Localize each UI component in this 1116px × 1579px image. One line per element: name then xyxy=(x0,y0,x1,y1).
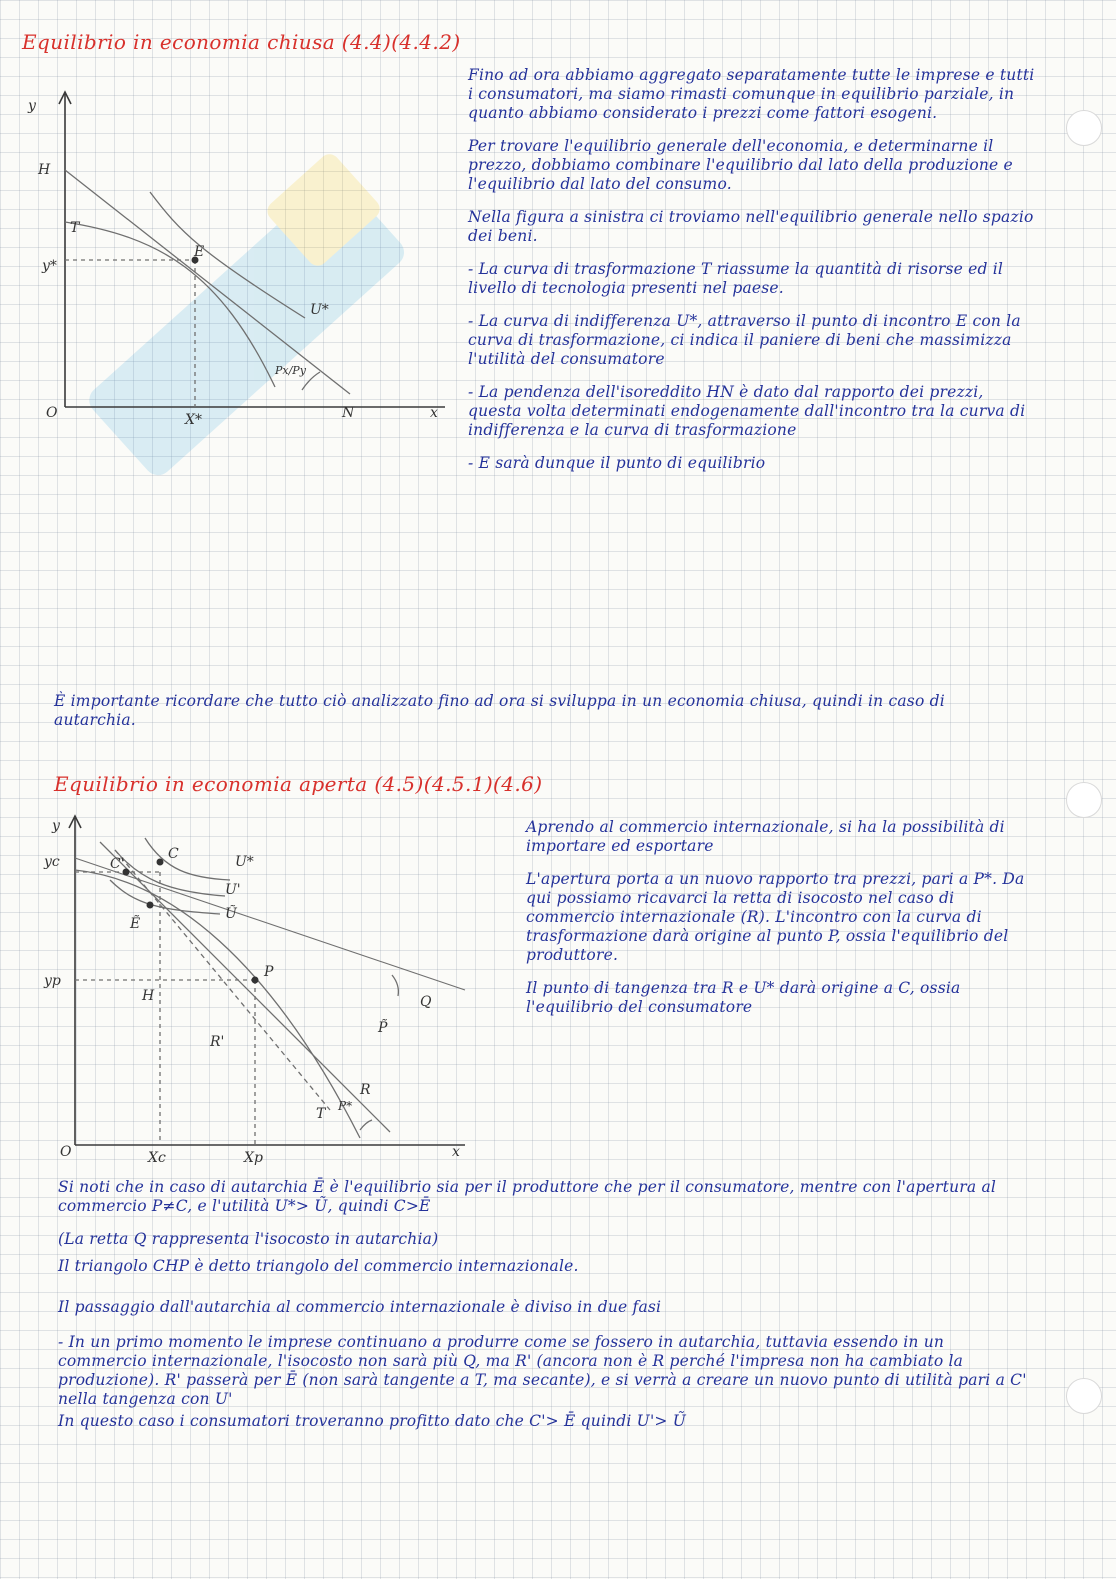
chart1-label-xstar: X* xyxy=(185,412,202,428)
punch-hole-bottom xyxy=(1066,1378,1102,1414)
section-1-closing: È importante ricordare che tutto ciò analizzato fino ad ora si sviluppa in un economia chiusa, quindi in caso di autarchia. xyxy=(54,692,945,729)
chart2-label-U-tilde: Ũ xyxy=(225,906,237,922)
section-2-paragraph: L'apertura porta a un nuovo rapporto tra prezzi, pari a P*. Da qui possiamo ricavarci la retta di isocosto nel caso di commercio internazionale (R). L'incontro con la curva di trasformazione darà origine al punto P, ossia l'equilibrio del produttore. xyxy=(526,870,1025,964)
chart2-label-y: y xyxy=(52,818,60,834)
section-1-bullet: - La curva di trasformazione T riassume la quantità di risorse ed il livello di tecnologia presenti nel paese. xyxy=(468,260,1004,297)
chart2-label-E-tilde: Ẽ xyxy=(130,916,141,932)
chart2-transformation-curve-T xyxy=(75,870,360,1138)
chart2-angle-arc-R xyxy=(360,1120,372,1130)
chart1-label-N: N xyxy=(342,405,355,421)
chart2-label-R: R xyxy=(360,1082,371,1098)
section-2-title: Equilibrio in economia aperta (4.5)(4.5.1)(4.6) xyxy=(54,772,543,796)
chart2-angle-arc-Q xyxy=(392,975,398,996)
chart2-label-T: T xyxy=(316,1106,326,1122)
chart2-point-E-tilde xyxy=(147,902,154,909)
chart2-label-yc: yc xyxy=(44,854,60,870)
chart1-isoreddito-HN xyxy=(65,170,350,394)
section-1-bullet: - E sarà dunque il punto di equilibrio xyxy=(468,454,766,472)
section-2-note: Il passaggio dall'autarchia al commercio internazionale è diviso in due fasi xyxy=(58,1298,662,1316)
chart1-label-E: E xyxy=(194,244,205,260)
chart2-label-P-star: P* xyxy=(338,1099,353,1113)
chart2-label-C-prime: C' xyxy=(110,856,125,872)
chart2-label-O: O xyxy=(60,1144,72,1160)
chart2-label-yp: yp xyxy=(44,973,61,989)
section-2-note: In questo caso i consumatori troveranno profitto dato che C'> Ē quindi U'> Ũ xyxy=(58,1412,686,1430)
section-2-paragraph: Il punto di tangenza tra R e U* darà origine a C, ossia l'equilibrio del consumatore xyxy=(526,979,961,1016)
chart2-label-P-tilde: P̃ xyxy=(378,1020,388,1036)
section-1-title: Equilibrio in economia chiusa (4.4)(4.4.2) xyxy=(22,30,461,54)
chart2-label-U-star: U* xyxy=(235,854,254,870)
chart1-label-y: y xyxy=(28,98,36,114)
chart2-label-U-prime: U' xyxy=(225,882,241,898)
section-2-explanation xyxy=(526,818,1036,1020)
chart1-label-U: U* xyxy=(310,302,329,318)
chart2-label-H: H xyxy=(142,988,155,1004)
section-2-note: - In un primo momento le imprese continuano a produrre come se fossero in autarchia, tuttavia essendo in un commercio internazionale, l'isocosto non sarà più Q, ma R' (ancora non è R perché l'impresa non ha cambiato la produzione). R' passerà per Ē (non sarà tangente a T, ma secante), e si verrà a creare un nuovo punto di utilità pari a C' nella tangenza con U' xyxy=(58,1333,1027,1408)
section-1-paragraph: Fino ad ora abbiamo aggregato separatamente tutte le imprese e tutti i consumatori, ma siamo rimasti comunque in equilibrio parziale, in quanto abbiamo considerato i prezzi come fattori esogeni. xyxy=(468,66,1035,122)
section-1-paragraph: Nella figura a sinistra ci troviamo nell'equilibrio generale nello spazio dei beni. xyxy=(468,208,1034,245)
chart1-label-ystar: y* xyxy=(42,258,57,274)
chart-2-open-economy xyxy=(20,810,490,1170)
chart2-label-xp: Xp xyxy=(244,1150,263,1166)
chart2-point-C xyxy=(157,859,164,866)
section-1-paragraph: Per trovare l'equilibrio generale dell'economia, e determinarne il prezzo, dobbiamo combinare l'equilibrio dal lato della produzione e l'equilibrio dal lato del consumo. xyxy=(468,137,1013,193)
section-2-paragraph: Aprendo al commercio internazionale, si ha la possibilità di importare ed esportare xyxy=(526,818,1005,855)
chart2-label-P: P xyxy=(264,964,274,980)
chart1-label-H: H xyxy=(38,162,51,178)
chart1-label-price-ratio: Px/Py xyxy=(275,364,306,377)
punch-hole-top xyxy=(1066,110,1102,146)
section-2-note: Si noti che in caso di autarchia Ē è l'equilibrio sia per il produttore che per il consumatore, mentre con l'apertura al commercio P≠C, e l'utilità U*> Ũ, quindi C>Ē xyxy=(58,1178,997,1215)
chart2-label-x: x xyxy=(452,1144,460,1160)
chart2-label-xc: Xc xyxy=(148,1150,166,1166)
chart1-transformation-curve-T xyxy=(65,222,275,387)
chart1-label-O: O xyxy=(46,405,58,421)
chart2-line-R xyxy=(100,842,390,1132)
chart1-label-T: T xyxy=(70,220,80,236)
section-1-bullet: - La curva di indifferenza U*, attraverso il punto di incontro E con la curva di trasformazione, ci indica il paniere di beni che massimizza l'utilità del consumatore xyxy=(468,312,1021,368)
section-1-explanation xyxy=(468,66,1038,476)
chart2-point-P xyxy=(252,977,259,984)
section-2-notes xyxy=(58,1178,1028,1434)
chart2-label-Q: Q xyxy=(420,994,432,1010)
chart2-label-C: C xyxy=(168,846,179,862)
chart2-indifference-curve-U-star xyxy=(145,838,230,880)
chart-1-closed-economy xyxy=(20,82,460,428)
section-2-note: (La retta Q rappresenta l'isocosto in autarchia) xyxy=(58,1230,439,1248)
chart1-label-x: x xyxy=(430,405,438,421)
chart2-label-R-prime: R' xyxy=(210,1034,225,1050)
section-2-note: Il triangolo CHP è detto triangolo del commercio internazionale. xyxy=(58,1257,579,1275)
punch-hole-middle xyxy=(1066,782,1102,818)
section-1-bullet: - La pendenza dell'isoreddito HN è dato dal rapporto dei prezzi, questa volta determinati endogenamente dall'incontro tra la curva di indifferenza e la curva di trasformazione xyxy=(468,383,1026,439)
